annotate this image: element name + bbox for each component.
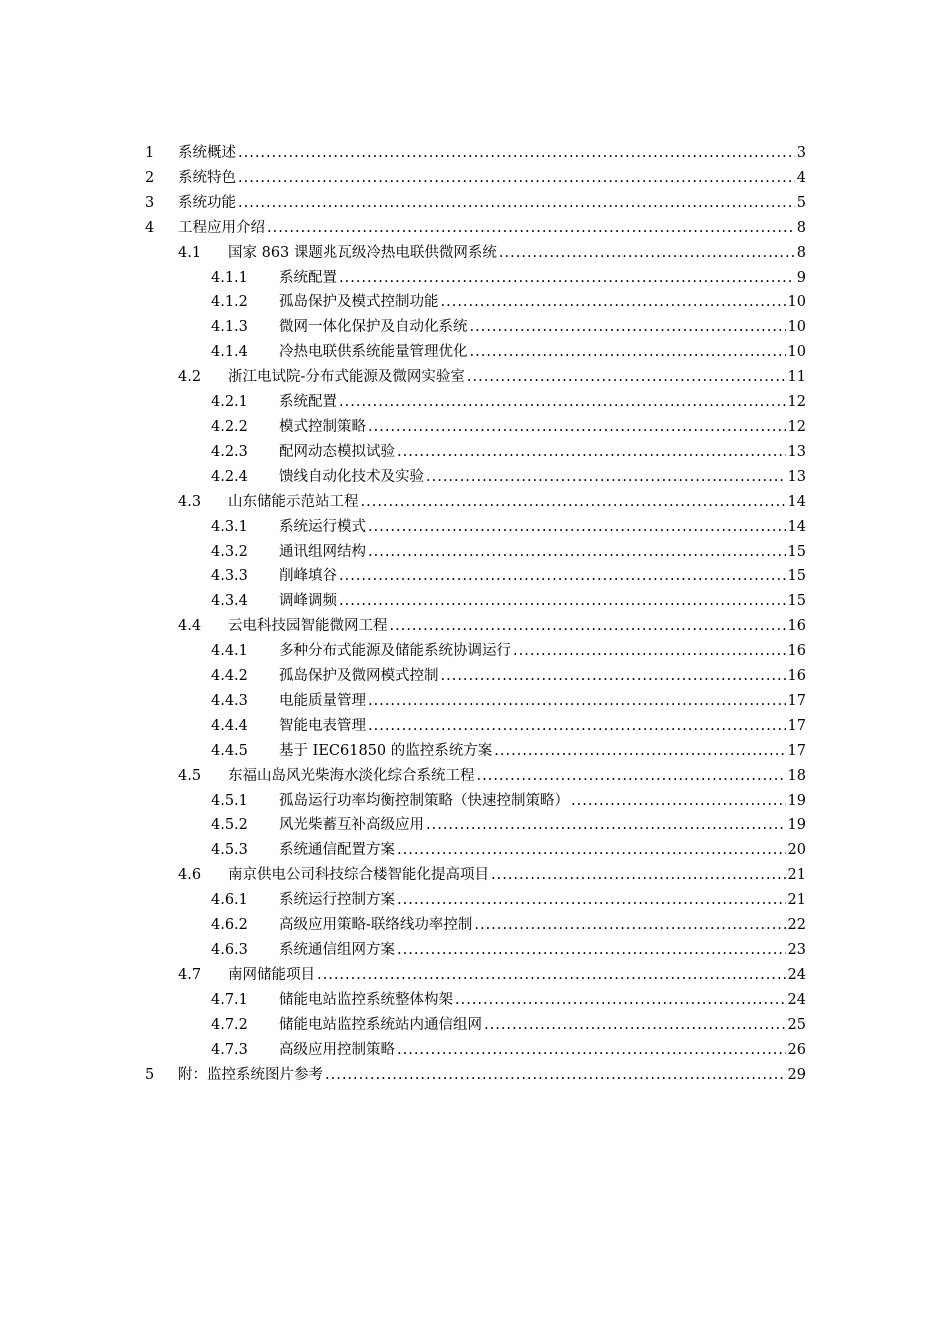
toc-entry-line — [228, 963, 806, 988]
toc-entry-number: 4.3.4 — [211, 593, 248, 610]
toc-entry-level-3[interactable] — [0, 888, 950, 913]
dot-leader — [238, 191, 795, 216]
toc-entry-level-3[interactable] — [0, 1038, 950, 1063]
toc-entry-title[interactable]: 储能电站监控系统整体构架 — [279, 991, 453, 1008]
dot-leader — [397, 938, 786, 963]
toc-entry-level-2[interactable] — [0, 963, 950, 988]
toc-entry-page-number: 5 — [796, 194, 806, 211]
toc-entry-line — [279, 689, 806, 714]
toc-entry-page-number: 21 — [787, 892, 806, 909]
dot-leader — [474, 913, 785, 938]
toc-entry-number: 4.2.4 — [211, 468, 248, 485]
toc-entry-number: 4.2.3 — [211, 443, 248, 460]
toc-entry-page-number: 16 — [787, 618, 806, 635]
toc-entry-number: 4 — [145, 219, 155, 236]
dot-leader — [441, 664, 786, 689]
toc-entry-title[interactable]: 系统运行模式 — [279, 518, 366, 535]
toc-entry-page-number: 24 — [787, 966, 806, 983]
toc-entry-line — [228, 614, 806, 639]
toc-entry-level-3[interactable] — [0, 465, 950, 490]
dot-leader — [325, 1063, 786, 1088]
toc-entry-number: 4.1.4 — [211, 344, 248, 361]
toc-entry-level-3[interactable] — [0, 315, 950, 340]
dot-leader — [397, 1038, 786, 1063]
toc-entry-number: 4.7.2 — [211, 1016, 248, 1033]
toc-entry-number: 4.7.3 — [211, 1041, 248, 1058]
toc-entry-line — [228, 490, 806, 515]
toc-entry-title[interactable]: 东福山岛风光柴海水淡化综合系统工程 — [228, 767, 475, 784]
toc-entry-number: 4.6.1 — [211, 892, 248, 909]
toc-entry-line — [228, 241, 806, 266]
toc-entry-page-number: 18 — [787, 767, 806, 784]
toc-entry-level-3[interactable] — [0, 540, 950, 565]
dot-leader — [339, 266, 795, 291]
toc-entry-level-2[interactable] — [0, 365, 950, 390]
toc-entry-page-number: 17 — [787, 692, 806, 709]
toc-entry-number: 4.5 — [178, 767, 202, 784]
toc-entry-level-3[interactable] — [0, 515, 950, 540]
toc-entry-line — [279, 589, 806, 614]
toc-entry-level-3[interactable] — [0, 589, 950, 614]
toc-entry-page-number: 14 — [787, 493, 806, 510]
dot-leader — [238, 141, 795, 166]
toc-entry-number: 4.3 — [178, 493, 202, 510]
toc-entry-title[interactable]: 南京供电公司科技综合楼智能化提高项目 — [228, 867, 489, 884]
dot-leader — [368, 515, 786, 540]
toc-entry-page-number: 8 — [796, 244, 806, 261]
toc-entry-line — [279, 988, 806, 1013]
toc-entry-line — [178, 141, 806, 166]
toc-entry-level-3[interactable] — [0, 340, 950, 365]
toc-entry-title[interactable]: 系统配置 — [279, 269, 337, 286]
toc-entry-line — [279, 714, 806, 739]
toc-entry-page-number: 11 — [787, 369, 806, 386]
dot-leader — [470, 315, 786, 340]
toc-entry-line — [279, 290, 806, 315]
toc-entry-page-number: 26 — [787, 1041, 806, 1058]
dot-leader — [441, 290, 786, 315]
toc-entry-number: 4.1.2 — [211, 294, 248, 311]
toc-entry-line — [279, 789, 806, 814]
toc-entry-title[interactable]: 系统特色 — [178, 169, 236, 186]
toc-entry-title[interactable]: 智能电表管理 — [279, 717, 366, 734]
toc-entry-level-3[interactable] — [0, 689, 950, 714]
toc-entry-level-3[interactable] — [0, 714, 950, 739]
toc-entry-level-3[interactable] — [0, 789, 950, 814]
toc-entry-level-1[interactable] — [0, 216, 950, 241]
dot-leader — [267, 216, 795, 241]
toc-entry-line — [279, 315, 806, 340]
toc-entry-level-1[interactable] — [0, 1063, 950, 1088]
toc-entry-page-number: 29 — [787, 1066, 806, 1083]
toc-entry-line — [279, 639, 806, 664]
toc-entry-title[interactable]: 储能电站监控系统站内通信组网 — [279, 1016, 482, 1033]
dot-leader — [499, 241, 795, 266]
toc-entry-level-2[interactable] — [0, 764, 950, 789]
toc-entry-number: 5 — [145, 1066, 155, 1083]
dot-leader — [397, 440, 786, 465]
toc-entry-line — [279, 739, 806, 764]
toc-entry-title[interactable]: 调峰调频 — [279, 593, 337, 610]
toc-entry-page-number: 24 — [787, 991, 806, 1008]
toc-entry-line — [279, 540, 806, 565]
toc-entry-line — [279, 838, 806, 863]
toc-entry-number: 1 — [145, 145, 155, 161]
toc-entry-page-number: 19 — [787, 817, 806, 834]
dot-leader — [455, 988, 786, 1013]
toc-entry-page-number: 15 — [787, 543, 806, 560]
toc-entry-title[interactable]: 浙江电试院-分布式能源及微网实验室 — [228, 369, 465, 386]
toc-entry-line — [279, 564, 806, 589]
toc-entry-title[interactable]: 系统功能 — [178, 194, 236, 211]
toc-entry-title[interactable]: 通讯组网结构 — [279, 543, 366, 560]
toc-entry-title[interactable]: 系统通信配置方案 — [279, 842, 395, 859]
toc-entry-number: 4.3.1 — [211, 518, 248, 535]
toc-entry-title[interactable]: 多种分布式能源及储能系统协调运行 — [279, 643, 511, 660]
toc-entry-line — [279, 664, 806, 689]
dot-leader — [513, 639, 786, 664]
toc-entry-title[interactable]: 微网一体化保护及自动化系统 — [279, 319, 468, 336]
toc-entry-level-3[interactable] — [0, 440, 950, 465]
toc-entry-number: 4.5.3 — [211, 842, 248, 859]
toc-entry-line — [279, 888, 806, 913]
toc-entry-page-number: 17 — [787, 742, 806, 759]
toc-entry-line — [228, 764, 806, 789]
toc-entry-level-3[interactable] — [0, 838, 950, 863]
toc-entry-line — [178, 216, 806, 241]
toc-entry-line — [279, 1038, 806, 1063]
toc-entry-number: 4.4.3 — [211, 692, 248, 709]
dot-leader — [467, 365, 786, 390]
toc-entry-title[interactable]: 基于 IEC61850 的监控系统方案 — [279, 742, 493, 759]
dot-leader — [494, 739, 785, 764]
toc-entry-title[interactable]: 系统配置 — [279, 394, 337, 411]
toc-entry-page-number: 4 — [796, 169, 806, 186]
toc-entry-page-number: 25 — [787, 1016, 806, 1033]
toc-entry-level-3[interactable] — [0, 1013, 950, 1038]
table-of-contents — [0, 141, 950, 1087]
toc-entry-line — [279, 340, 806, 365]
toc-entry-title[interactable]: 国家 863 课题兆瓦级冷热电联供微网系统 — [228, 244, 497, 261]
toc-entry-line — [279, 913, 806, 938]
toc-entry-page-number: 23 — [787, 942, 806, 958]
toc-entry-level-3[interactable] — [0, 415, 950, 440]
toc-entry-page-number: 22 — [787, 917, 806, 934]
toc-entry-page-number: 13 — [787, 468, 806, 485]
dot-leader — [491, 863, 786, 888]
toc-entry-title[interactable]: 电能质量管理 — [279, 692, 366, 709]
toc-entry-line — [279, 1013, 806, 1038]
toc-entry-page-number: 10 — [787, 344, 806, 361]
dot-leader — [397, 888, 786, 913]
toc-entry-level-3[interactable] — [0, 290, 950, 315]
toc-entry-level-3[interactable] — [0, 813, 950, 838]
toc-entry-line — [178, 1063, 806, 1088]
toc-entry-level-3[interactable] — [0, 938, 950, 963]
dot-leader — [339, 564, 786, 589]
toc-entry-page-number: 13 — [787, 443, 806, 460]
dot-leader — [317, 963, 786, 988]
toc-entry-number: 4.4.5 — [211, 742, 248, 759]
toc-entry-level-3[interactable] — [0, 564, 950, 589]
toc-entry-line — [279, 390, 806, 415]
toc-entry-level-1[interactable] — [0, 166, 950, 191]
toc-entry-line — [279, 440, 806, 465]
dot-leader — [571, 789, 786, 814]
dot-leader — [368, 415, 786, 440]
toc-entry-number: 4.4.2 — [211, 668, 248, 685]
toc-entry-title[interactable]: 孤岛保护及微网模式控制 — [279, 668, 439, 685]
toc-entry-number: 4.3.3 — [211, 568, 248, 585]
toc-entry-level-2[interactable] — [0, 863, 950, 888]
toc-entry-number: 4.4.4 — [211, 717, 248, 734]
dot-leader — [426, 813, 786, 838]
toc-entry-title[interactable]: 系统概述 — [178, 145, 236, 161]
dot-leader — [426, 465, 786, 490]
dot-leader — [339, 589, 786, 614]
toc-entry-page-number: 15 — [787, 593, 806, 610]
toc-entry-page-number: 17 — [787, 717, 806, 734]
dot-leader — [361, 490, 786, 515]
toc-entry-level-3[interactable] — [0, 913, 950, 938]
toc-entry-page-number: 12 — [787, 418, 806, 435]
toc-entry-number: 3 — [145, 194, 155, 211]
toc-entry-number: 4.6.2 — [211, 917, 248, 934]
toc-entry-page-number: 10 — [787, 294, 806, 311]
toc-entry-title[interactable]: 冷热电联供系统能量管理优化 — [279, 344, 468, 361]
toc-entry-level-1[interactable] — [0, 141, 950, 166]
toc-entry-title[interactable]: 削峰填谷 — [279, 568, 337, 585]
toc-entry-level-3[interactable] — [0, 739, 950, 764]
toc-entry-line — [228, 365, 806, 390]
toc-entry-line — [279, 415, 806, 440]
toc-entry-number: 4.7 — [178, 966, 202, 983]
dot-leader — [484, 1013, 786, 1038]
toc-entry-title[interactable]: 附：监控系统图片参考 — [178, 1066, 323, 1083]
toc-entry-page-number: 3 — [796, 145, 806, 161]
toc-entry-level-2[interactable] — [0, 490, 950, 515]
toc-entry-level-2[interactable] — [0, 614, 950, 639]
toc-entry-page-number: 16 — [787, 668, 806, 685]
toc-entry-number: 4.7.1 — [211, 991, 248, 1008]
toc-entry-title[interactable]: 配网动态模拟试验 — [279, 443, 395, 460]
toc-entry-title[interactable]: 模式控制策略 — [279, 418, 366, 435]
toc-entry-level-3[interactable] — [0, 988, 950, 1013]
toc-entry-number: 4.1.1 — [211, 269, 248, 286]
toc-entry-page-number: 9 — [796, 269, 806, 286]
toc-entry-page-number: 16 — [787, 643, 806, 660]
dot-leader — [368, 714, 786, 739]
toc-entry-number: 4.1.3 — [211, 319, 248, 336]
dot-leader — [477, 764, 786, 789]
toc-entry-title[interactable]: 孤岛运行功率均衡控制策略（快速控制策略） — [279, 792, 569, 809]
dot-leader — [368, 689, 786, 714]
toc-entry-number: 4.6 — [178, 867, 202, 884]
dot-leader — [368, 540, 786, 565]
dot-leader — [390, 614, 786, 639]
toc-entry-level-1[interactable] — [0, 191, 950, 216]
dot-leader — [470, 340, 786, 365]
toc-entry-line — [279, 515, 806, 540]
toc-entry-number: 4.6.3 — [211, 942, 248, 958]
toc-entry-level-3[interactable] — [0, 639, 950, 664]
toc-entry-level-3[interactable] — [0, 664, 950, 689]
dot-leader — [397, 838, 786, 863]
toc-entry-line — [178, 191, 806, 216]
toc-entry-number: 4.3.2 — [211, 543, 248, 560]
toc-entry-title[interactable]: 系统运行控制方案 — [279, 892, 395, 909]
toc-entry-title[interactable]: 孤岛保护及模式控制功能 — [279, 294, 439, 311]
toc-entry-title[interactable]: 系统通信组网方案 — [279, 942, 395, 958]
toc-entry-number: 4.1 — [178, 244, 202, 261]
toc-entry-line — [279, 813, 806, 838]
toc-entry-line — [178, 166, 806, 191]
toc-entry-line — [228, 863, 806, 888]
toc-entry-title[interactable]: 南网储能项目 — [228, 966, 315, 983]
toc-entry-number: 2 — [145, 169, 155, 186]
toc-entry-page-number: 20 — [787, 842, 806, 859]
toc-entry-number: 4.2 — [178, 369, 202, 386]
toc-entry-page-number: 21 — [787, 867, 806, 884]
toc-entry-page-number: 15 — [787, 568, 806, 585]
toc-entry-level-2[interactable] — [0, 241, 950, 266]
toc-entry-number: 4.5.2 — [211, 817, 248, 834]
toc-entry-line — [279, 938, 806, 963]
toc-entry-page-number: 19 — [787, 792, 806, 809]
toc-entry-page-number: 14 — [787, 518, 806, 535]
dot-leader — [238, 166, 795, 191]
toc-entry-level-3[interactable] — [0, 266, 950, 291]
dot-leader — [339, 390, 786, 415]
toc-entry-number: 4.2.1 — [211, 394, 248, 411]
toc-entry-title[interactable]: 高级应用控制策略 — [279, 1041, 395, 1058]
toc-entry-line — [279, 465, 806, 490]
toc-entry-title[interactable]: 山东储能示范站工程 — [228, 493, 359, 510]
toc-entry-number: 4.4 — [178, 618, 202, 635]
toc-entry-page-number: 10 — [787, 319, 806, 336]
toc-entry-title[interactable]: 风光柴蓄互补高级应用 — [279, 817, 424, 834]
toc-entry-page-number: 12 — [787, 394, 806, 411]
toc-entry-title[interactable]: 工程应用介绍 — [178, 219, 265, 236]
toc-entry-number: 4.5.1 — [211, 792, 248, 809]
toc-entry-title[interactable]: 馈线自动化技术及实验 — [279, 468, 424, 485]
toc-entry-title[interactable]: 云电科技园智能微网工程 — [228, 618, 388, 635]
toc-entry-number: 4.4.1 — [211, 643, 248, 660]
toc-entry-page-number: 8 — [796, 219, 806, 236]
toc-entry-level-3[interactable] — [0, 390, 950, 415]
toc-entry-title[interactable]: 高级应用策略-联络线功率控制 — [279, 917, 473, 934]
toc-entry-line — [279, 266, 806, 291]
toc-entry-number: 4.2.2 — [211, 418, 248, 435]
